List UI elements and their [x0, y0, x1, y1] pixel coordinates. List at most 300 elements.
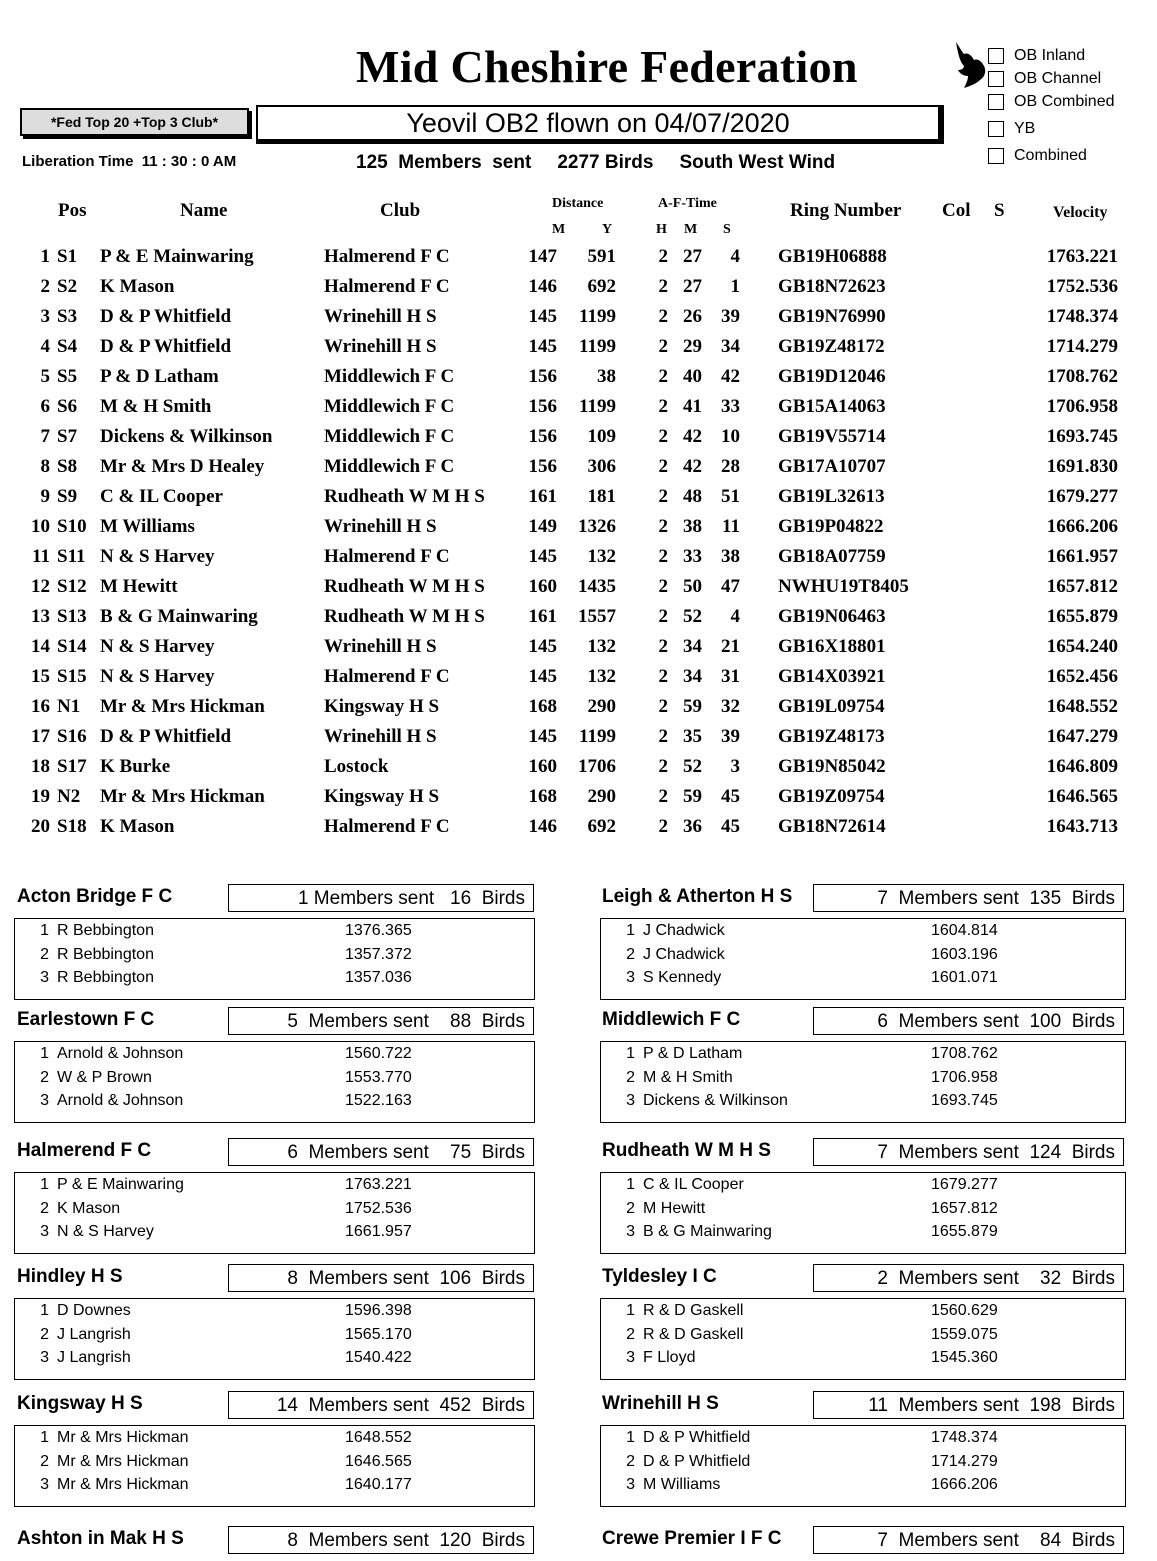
club-pos: 1 — [626, 1302, 635, 1319]
list-item — [15, 1323, 534, 1346]
cell-vel: 1752.536 — [1046, 276, 1118, 297]
club-members-sent: 6 Members sent 75 Birds — [228, 1138, 534, 1166]
cell-y: 132 — [587, 666, 616, 687]
category-checkbox[interactable] — [988, 48, 1004, 64]
table-row — [0, 304, 1157, 334]
table-row — [0, 514, 1157, 544]
cell-s: 39 — [721, 726, 740, 747]
list-item — [15, 1346, 534, 1369]
cell-sec: S1 — [57, 246, 78, 267]
cell-min: 27 — [683, 246, 702, 267]
list-item — [601, 1173, 1125, 1196]
cell-h: 2 — [658, 486, 668, 507]
cell-s: 33 — [721, 396, 740, 417]
club-velocity: 1655.879 — [931, 1223, 998, 1240]
club-member-name: R & D Gaskell — [643, 1302, 744, 1319]
cell-h: 2 — [658, 696, 668, 717]
list-item — [15, 919, 534, 942]
club-pos: 2 — [40, 1068, 49, 1086]
cell-vel: 1661.957 — [1046, 546, 1118, 567]
list-item — [601, 1323, 1125, 1346]
cell-vel: 1679.277 — [1046, 486, 1118, 507]
category-checkbox[interactable] — [988, 94, 1004, 110]
cell-s: 3 — [730, 756, 740, 777]
category-label: Combined — [1014, 147, 1087, 164]
club-members-sent: 7 Members sent 124 Birds — [813, 1138, 1124, 1166]
cell-s: 51 — [721, 486, 740, 507]
club-pos: 1 — [40, 1176, 49, 1193]
cell-y: 1199 — [579, 726, 616, 747]
cell-vel: 1706.958 — [1046, 396, 1118, 417]
list-item — [15, 1473, 534, 1496]
cell-club: Rudheath W M H S — [324, 576, 485, 597]
club-pos: 1 — [40, 922, 49, 939]
cell-sec: S14 — [57, 636, 87, 657]
club-pos: 3 — [40, 969, 49, 986]
cell-ring: GB16X18801 — [778, 636, 886, 657]
cell-h: 2 — [658, 276, 668, 297]
club-velocity: 1666.206 — [931, 1476, 998, 1493]
club-velocity: 1648.552 — [345, 1429, 412, 1446]
club-member-name: B & G Mainwaring — [643, 1223, 772, 1240]
club-member-name: K Mason — [57, 1199, 121, 1217]
cell-m: 156 — [528, 456, 557, 477]
club-pos: 3 — [40, 1092, 49, 1109]
cell-s: 38 — [721, 546, 740, 567]
category-checkbox[interactable] — [988, 148, 1004, 164]
cell-vel: 1763.221 — [1046, 246, 1118, 267]
cell-sec: S4 — [57, 336, 78, 357]
cell-pos: 18 — [31, 756, 50, 777]
club-velocity: 1601.071 — [931, 969, 998, 986]
cell-ring: GB19L32613 — [778, 486, 885, 507]
cell-min: 26 — [683, 306, 702, 327]
category-checkbox[interactable] — [988, 121, 1004, 137]
club-pos: 1 — [626, 1176, 635, 1193]
report-type-badge: *Fed Top 20 +Top 3 Club* — [20, 108, 249, 136]
wind: South West Wind — [679, 152, 836, 173]
club-velocity: 1603.196 — [931, 945, 998, 963]
cell-h: 2 — [658, 546, 668, 567]
cell-pos: 17 — [31, 726, 50, 747]
list-item — [15, 966, 534, 989]
club-member-name: Arnold & Johnson — [57, 1045, 184, 1062]
cell-min: 34 — [683, 636, 702, 657]
table-row — [0, 394, 1157, 424]
club-name: Crewe Premier I F C — [602, 1528, 782, 1549]
club-member-name: D & P Whitfield — [643, 1429, 751, 1446]
cell-ring: GB18N72614 — [778, 816, 886, 837]
cell-pos: 2 — [40, 276, 50, 297]
cell-m: 161 — [528, 606, 557, 627]
club-member-name: P & D Latham — [643, 1045, 743, 1062]
club-pos: 1 — [626, 1045, 635, 1062]
cell-name: Mr & Mrs Hickman — [100, 696, 265, 717]
club-member-name: S Kennedy — [643, 969, 722, 986]
cell-s: 45 — [721, 816, 740, 837]
list-item — [601, 1197, 1125, 1220]
cell-m: 145 — [528, 666, 557, 687]
club-velocity: 1559.075 — [931, 1325, 998, 1343]
club-member-name: C & IL Cooper — [643, 1176, 744, 1193]
list-item — [15, 1220, 534, 1243]
club-member-name: F Lloyd — [643, 1349, 696, 1366]
cell-ring: GB17A10707 — [778, 456, 886, 477]
cell-club: Wrinehill H S — [324, 516, 437, 537]
cell-name: N & S Harvey — [100, 636, 215, 657]
cell-name: N & S Harvey — [100, 546, 215, 567]
club-pos: 1 — [40, 1429, 49, 1446]
club-member-name: P & E Mainwaring — [57, 1176, 184, 1193]
cell-h: 2 — [658, 366, 668, 387]
cell-club: Rudheath W M H S — [324, 606, 485, 627]
club-members-sent: 1 Members sent 16 Birds — [228, 884, 534, 912]
cell-vel: 1657.812 — [1046, 576, 1118, 597]
cell-y: 1326 — [578, 516, 616, 537]
col-dist-y: Y — [602, 222, 613, 237]
cell-min: 52 — [683, 756, 702, 777]
club-pos: 2 — [40, 1325, 49, 1343]
cell-m: 161 — [528, 486, 557, 507]
club-top3-box — [14, 1172, 535, 1254]
cell-h: 2 — [658, 426, 668, 447]
club-member-name: M & H Smith — [643, 1068, 733, 1086]
cell-sec: S5 — [57, 366, 78, 387]
cell-sec: S9 — [57, 486, 78, 507]
cell-sec: S7 — [57, 426, 78, 447]
cell-club: Rudheath W M H S — [324, 486, 485, 507]
cell-s: 34 — [721, 336, 740, 357]
cell-ring: NWHU19T8405 — [778, 576, 909, 597]
cell-pos: 16 — [31, 696, 50, 717]
club-name: Rudheath W M H S — [602, 1140, 771, 1161]
cell-s: 4 — [730, 246, 740, 267]
cell-s: 11 — [722, 516, 740, 537]
list-item — [601, 919, 1125, 942]
club-velocity: 1596.398 — [345, 1302, 412, 1319]
cell-club: Wrinehill H S — [324, 306, 437, 327]
club-member-name: R Bebbington — [57, 969, 154, 986]
cell-s: 45 — [721, 786, 740, 807]
col-m: M — [684, 222, 698, 237]
cell-m: 149 — [528, 516, 557, 537]
club-members-sent: 5 Members sent 88 Birds — [228, 1007, 534, 1035]
club-members-sent: 11 Members sent 198 Birds — [813, 1391, 1124, 1419]
cell-pos: 11 — [32, 546, 50, 567]
club-member-name: D Downes — [57, 1302, 131, 1319]
cell-s: 39 — [721, 306, 740, 327]
category-option — [988, 69, 1101, 89]
cell-ring: GB19Z09754 — [778, 786, 885, 807]
cell-pos: 8 — [40, 456, 50, 477]
cell-pos: 7 — [40, 426, 50, 447]
list-item — [15, 1066, 534, 1089]
col-name: Name — [180, 200, 228, 221]
cell-ring: GB19N85042 — [778, 756, 886, 777]
table-row — [0, 484, 1157, 514]
cell-vel: 1654.240 — [1046, 636, 1118, 657]
col-sex: S — [994, 200, 1005, 221]
cell-ring: GB19N06463 — [778, 606, 886, 627]
cell-sec: N2 — [57, 786, 81, 807]
club-velocity: 1693.745 — [931, 1092, 998, 1109]
cell-sec: S6 — [57, 396, 78, 417]
cell-name: Dickens & Wilkinson — [100, 426, 273, 447]
list-item — [601, 1042, 1125, 1065]
cell-m: 147 — [528, 246, 557, 267]
club-pos: 3 — [626, 1223, 635, 1240]
cell-h: 2 — [658, 756, 668, 777]
club-pos: 2 — [626, 1325, 635, 1343]
club-name: Earlestown F C — [17, 1009, 155, 1030]
cell-pos: 15 — [31, 666, 50, 687]
club-velocity: 1640.177 — [345, 1476, 412, 1493]
table-row — [0, 424, 1157, 454]
club-pos: 3 — [626, 1092, 635, 1109]
cell-m: 146 — [528, 816, 557, 837]
cell-s: 21 — [721, 636, 740, 657]
col-h: H — [656, 222, 667, 237]
cell-name: K Mason — [100, 276, 175, 297]
table-row — [0, 574, 1157, 604]
club-velocity: 1752.536 — [345, 1199, 412, 1217]
table-row — [0, 814, 1157, 844]
cell-min: 36 — [683, 816, 702, 837]
table-row — [0, 364, 1157, 394]
club-member-name: Arnold & Johnson — [57, 1092, 184, 1109]
club-velocity: 1560.722 — [345, 1045, 412, 1062]
list-item — [15, 1042, 534, 1065]
club-velocity: 1357.036 — [345, 969, 412, 986]
cell-name: M Williams — [100, 516, 195, 537]
cell-pos: 10 — [31, 516, 50, 537]
cell-min: 41 — [683, 396, 702, 417]
table-row — [0, 274, 1157, 304]
cell-ring: GB19H06888 — [778, 246, 887, 267]
cell-club: Wrinehill H S — [324, 726, 437, 747]
table-row — [0, 334, 1157, 364]
list-item — [601, 1089, 1125, 1112]
table-row — [0, 754, 1157, 784]
cell-sec: S18 — [57, 816, 87, 837]
cell-club: Kingsway H S — [324, 696, 440, 717]
cell-ring: GB14X03921 — [778, 666, 886, 687]
club-member-name: M Williams — [643, 1476, 721, 1493]
cell-y: 1435 — [578, 576, 616, 597]
cell-min: 33 — [683, 546, 702, 567]
cell-pos: 5 — [40, 366, 50, 387]
club-name: Kingsway H S — [17, 1393, 143, 1414]
club-name: Ashton in Mak H S — [17, 1528, 184, 1549]
cell-s: 1 — [730, 276, 740, 297]
cell-ring: GB18N72623 — [778, 276, 886, 297]
cell-name: P & D Latham — [100, 366, 219, 387]
cell-pos: 20 — [31, 816, 50, 837]
category-label: OB Inland — [1014, 47, 1086, 64]
cell-s: 47 — [721, 576, 740, 597]
cell-min: 40 — [683, 366, 702, 387]
cell-m: 156 — [528, 426, 557, 447]
cell-club: Middlewich F C — [324, 366, 455, 387]
club-member-name: Mr & Mrs Hickman — [57, 1476, 189, 1493]
category-label: OB Channel — [1014, 70, 1102, 87]
cell-ring: GB19V55714 — [778, 426, 886, 447]
club-pos: 3 — [40, 1476, 49, 1493]
cell-vel: 1646.809 — [1046, 756, 1118, 777]
cell-ring: GB19Z48172 — [778, 336, 885, 357]
cell-h: 2 — [658, 246, 668, 267]
cell-s: 10 — [721, 426, 740, 447]
col-distance: Distance — [552, 196, 604, 211]
club-members-sent: 2 Members sent 32 Birds — [813, 1264, 1124, 1292]
club-velocity: 1679.277 — [931, 1176, 998, 1193]
list-item — [601, 1473, 1125, 1496]
cell-m: 156 — [528, 396, 557, 417]
cell-y: 692 — [587, 276, 616, 297]
cell-name: K Mason — [100, 816, 175, 837]
cell-h: 2 — [658, 636, 668, 657]
club-pos: 1 — [40, 1045, 49, 1062]
cell-name: K Burke — [100, 756, 171, 777]
cell-s: 28 — [721, 456, 740, 477]
club-pos: 2 — [626, 1452, 635, 1470]
cell-club: Middlewich F C — [324, 426, 455, 447]
club-pos: 2 — [626, 945, 635, 963]
club-velocity: 1657.812 — [931, 1199, 998, 1217]
cell-min: 27 — [683, 276, 702, 297]
cell-pos: 13 — [31, 606, 50, 627]
cell-ring: GB19L09754 — [778, 696, 885, 717]
bird-icon — [950, 40, 990, 90]
list-item — [601, 1066, 1125, 1089]
cell-sec: S2 — [57, 276, 78, 297]
cell-y: 290 — [587, 786, 616, 807]
cell-pos: 12 — [31, 576, 50, 597]
cell-club: Halmerend F C — [324, 546, 450, 567]
club-members-sent: 8 Members sent 106 Birds — [228, 1264, 534, 1292]
club-member-name: R & D Gaskell — [643, 1325, 744, 1343]
cell-vel: 1693.745 — [1046, 426, 1118, 447]
cell-vel: 1691.830 — [1046, 456, 1118, 477]
cell-pos: 19 — [31, 786, 50, 807]
table-row — [0, 244, 1157, 274]
list-item — [601, 1220, 1125, 1243]
club-velocity: 1565.170 — [345, 1325, 412, 1343]
club-velocity: 1661.957 — [345, 1223, 412, 1240]
race-title: Yeovil OB2 flown on 04/07/2020 — [256, 105, 944, 144]
cell-h: 2 — [658, 786, 668, 807]
cell-y: 591 — [587, 246, 616, 267]
cell-m: 156 — [528, 366, 557, 387]
club-members-sent: 14 Members sent 452 Birds — [228, 1391, 534, 1419]
club-pos: 1 — [626, 922, 635, 939]
cell-min: 42 — [683, 426, 702, 447]
cell-m: 145 — [528, 306, 557, 327]
club-name: Middlewich F C — [602, 1009, 741, 1030]
cell-pos: 14 — [31, 636, 50, 657]
club-pos: 2 — [626, 1068, 635, 1086]
club-member-name: J Chadwick — [643, 945, 725, 963]
club-pos: 3 — [40, 1223, 49, 1240]
col-ring: Ring Number — [790, 200, 902, 221]
cell-h: 2 — [658, 606, 668, 627]
col-pos: Pos — [58, 200, 87, 221]
list-item — [601, 943, 1125, 966]
club-top3-box — [14, 1298, 535, 1380]
club-member-name: R Bebbington — [57, 945, 154, 963]
cell-m: 160 — [528, 576, 557, 597]
cell-y: 306 — [587, 456, 616, 477]
cell-min: 34 — [683, 666, 702, 687]
cell-min: 59 — [683, 696, 702, 717]
cell-h: 2 — [658, 816, 668, 837]
category-checkbox[interactable] — [988, 71, 1004, 87]
list-item — [15, 1173, 534, 1196]
club-pos: 3 — [40, 1349, 49, 1366]
club-member-name: N & S Harvey — [57, 1223, 154, 1240]
cell-vel: 1652.456 — [1046, 666, 1118, 687]
table-row — [0, 604, 1157, 634]
club-velocity: 1706.958 — [931, 1068, 998, 1086]
list-item — [601, 966, 1125, 989]
cell-min: 50 — [683, 576, 702, 597]
club-pos: 1 — [626, 1429, 635, 1446]
cell-ring: GB15A14063 — [778, 396, 886, 417]
cell-min: 52 — [683, 606, 702, 627]
table-row — [0, 634, 1157, 664]
cell-vel: 1655.879 — [1046, 606, 1118, 627]
club-members-sent: 8 Members sent 120 Birds — [228, 1526, 534, 1554]
club-top3-box — [14, 918, 535, 1000]
club-members-sent: 6 Members sent 100 Birds — [813, 1007, 1124, 1035]
col-club: Club — [380, 200, 421, 221]
category-label: OB Combined — [1014, 93, 1115, 110]
cell-pos: 9 — [40, 486, 50, 507]
cell-vel: 1666.206 — [1046, 516, 1118, 537]
club-name: Hindley H S — [17, 1266, 123, 1287]
club-member-name: R Bebbington — [57, 922, 154, 939]
club-members-sent: 7 Members sent 135 Birds — [813, 884, 1124, 912]
cell-club: Halmerend F C — [324, 246, 450, 267]
list-item — [601, 1450, 1125, 1473]
cell-s: 32 — [721, 696, 740, 717]
cell-club: Wrinehill H S — [324, 336, 437, 357]
cell-sec: S3 — [57, 306, 78, 327]
club-name: Leigh & Atherton H S — [602, 886, 793, 907]
club-pos: 3 — [626, 969, 635, 986]
cell-name: M & H Smith — [100, 396, 212, 417]
club-velocity: 1553.770 — [345, 1068, 412, 1086]
col-dist-m: M — [552, 222, 566, 237]
cell-m: 168 — [528, 696, 557, 717]
cell-h: 2 — [658, 726, 668, 747]
cell-h: 2 — [658, 666, 668, 687]
table-row — [0, 694, 1157, 724]
club-member-name: J Langrish — [57, 1349, 131, 1366]
cell-name: Mr & Mrs Hickman — [100, 786, 265, 807]
cell-sec: S13 — [57, 606, 87, 627]
cell-vel: 1714.279 — [1046, 336, 1118, 357]
cell-name: B & G Mainwaring — [100, 606, 258, 627]
cell-ring: GB19Z48173 — [778, 726, 885, 747]
cell-club: Halmerend F C — [324, 816, 450, 837]
table-row — [0, 724, 1157, 754]
club-pos: 2 — [626, 1199, 635, 1217]
list-item — [15, 1197, 534, 1220]
cell-m: 145 — [528, 726, 557, 747]
col-aft: A-F-Time — [658, 196, 717, 211]
club-pos: 3 — [626, 1349, 635, 1366]
